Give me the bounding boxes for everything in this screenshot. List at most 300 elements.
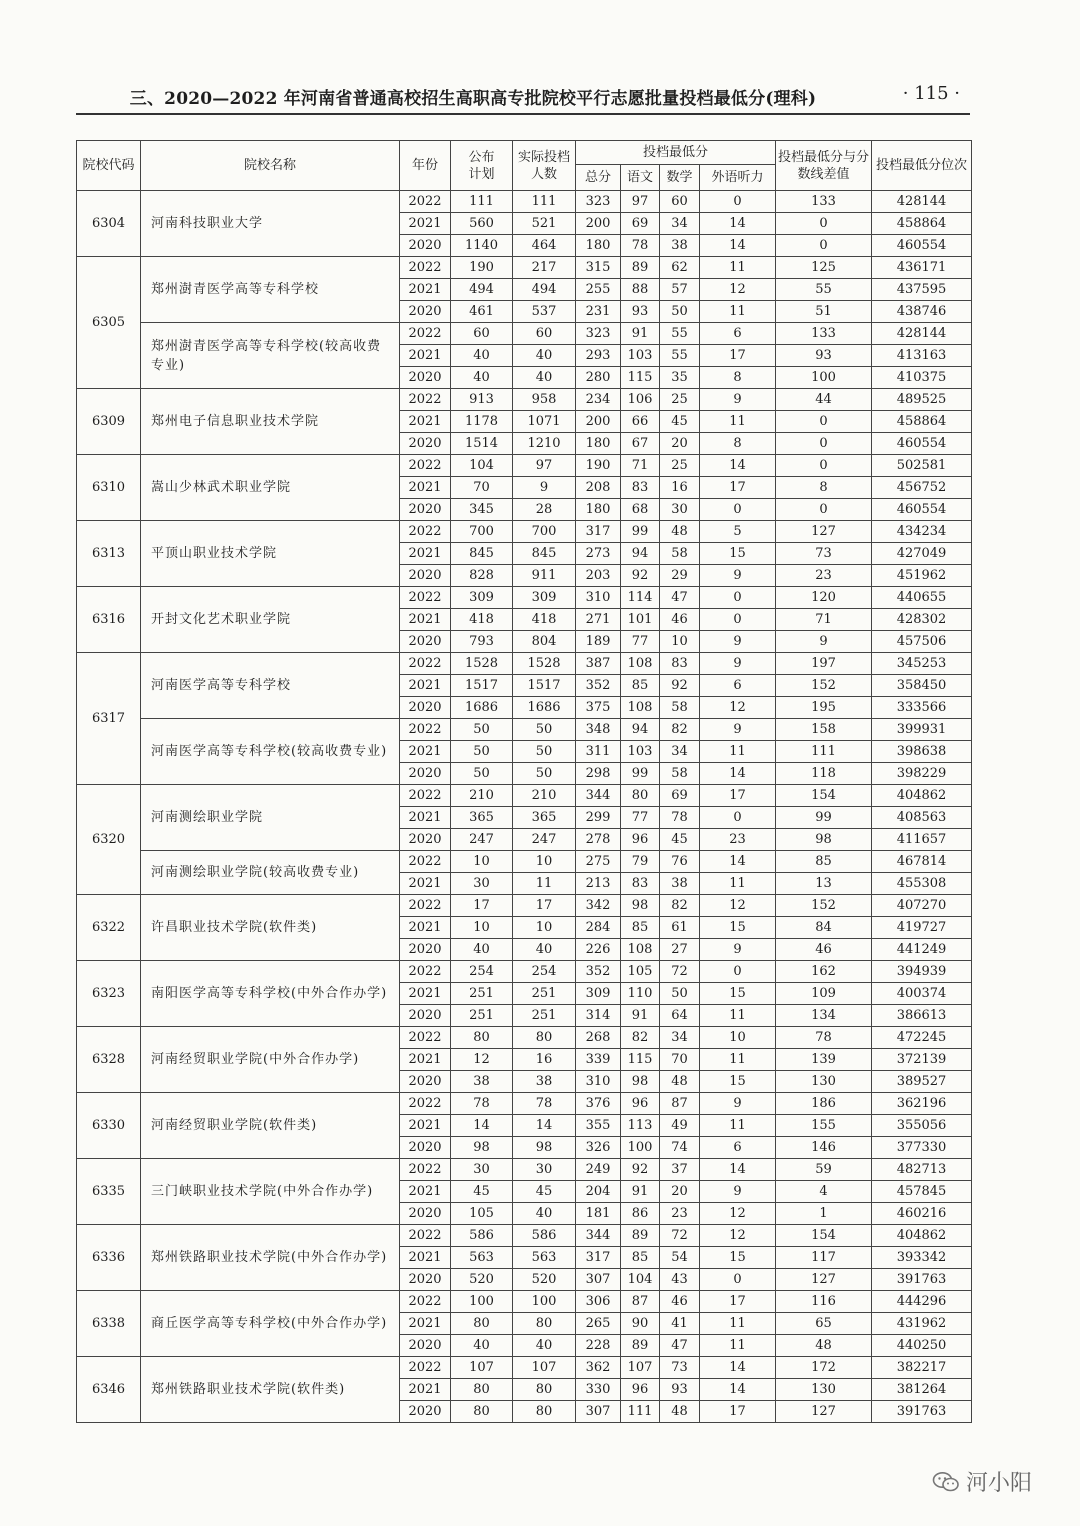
table-row [77,851,972,873]
cell-diff: 0 [776,455,872,477]
cell-year: 2022 [400,587,451,609]
cell-plan: 254 [451,961,513,983]
cell-rank: 377330 [872,1137,972,1159]
cell-diff: 133 [776,323,872,345]
cell-diff: 48 [776,1335,872,1357]
cell-math: 72 [660,961,700,983]
school-name: 郑州电子信息职业技术学院 [141,389,400,455]
table-header [77,141,972,191]
cell-total: 375 [576,697,621,719]
cell-diff: 139 [776,1049,872,1071]
cell-year: 2020 [400,301,451,323]
cell-total: 255 [576,279,621,301]
cell-listening: 8 [700,433,776,455]
header-diff: 投档最低分与分数线差值 [776,141,872,191]
cell-chinese: 99 [621,763,660,785]
cell-listening: 9 [700,389,776,411]
cell-total: 306 [576,1291,621,1313]
cell-total: 323 [576,191,621,213]
wechat-icon [932,1471,960,1493]
school-name: 商丘医学高等专科学校(中外合作办学) [141,1291,400,1357]
cell-listening: 14 [700,1379,776,1401]
cell-math: 70 [660,1049,700,1071]
header-rule [76,113,970,115]
cell-total: 376 [576,1093,621,1115]
cell-chinese: 108 [621,653,660,675]
table-row [77,653,972,675]
cell-plan: 104 [451,455,513,477]
cell-plan: 40 [451,939,513,961]
cell-listening: 12 [700,1203,776,1225]
cell-total: 344 [576,1225,621,1247]
cell-plan: 30 [451,1159,513,1181]
cell-plan: 461 [451,301,513,323]
cell-plan: 17 [451,895,513,917]
cell-actual: 418 [513,609,576,631]
school-name: 河南测绘职业学院(较高收费专业) [141,851,400,895]
cell-math: 41 [660,1313,700,1335]
cell-total: 323 [576,323,621,345]
table-row [77,455,972,477]
cell-listening: 8 [700,367,776,389]
cell-total: 293 [576,345,621,367]
cell-plan: 40 [451,367,513,389]
cell-diff: 99 [776,807,872,829]
cell-actual: 28 [513,499,576,521]
cell-actual: 40 [513,345,576,367]
cell-year: 2020 [400,1335,451,1357]
cell-diff: 130 [776,1071,872,1093]
cell-diff: 172 [776,1357,872,1379]
cell-total: 204 [576,1181,621,1203]
school-name: 河南经贸职业学院(软件类) [141,1093,400,1159]
cell-year: 2021 [400,609,451,631]
cell-actual: 45 [513,1181,576,1203]
cell-year: 2021 [400,1181,451,1203]
cell-total: 348 [576,719,621,741]
cell-listening: 9 [700,565,776,587]
cell-diff: 111 [776,741,872,763]
cell-diff: 134 [776,1005,872,1027]
cell-chinese: 108 [621,939,660,961]
cell-total: 180 [576,235,621,257]
cell-actual: 911 [513,565,576,587]
cell-diff: 46 [776,939,872,961]
cell-plan: 700 [451,521,513,543]
cell-actual: 40 [513,1203,576,1225]
school-name: 河南测绘职业学院 [141,785,400,851]
cell-diff: 23 [776,565,872,587]
cell-chinese: 100 [621,1137,660,1159]
cell-year: 2022 [400,851,451,873]
cell-chinese: 91 [621,1005,660,1027]
cell-diff: 51 [776,301,872,323]
cell-listening: 15 [700,983,776,1005]
cell-chinese: 97 [621,191,660,213]
cell-math: 62 [660,257,700,279]
cell-plan: 50 [451,719,513,741]
school-code: 6304 [77,191,141,257]
cell-math: 74 [660,1137,700,1159]
cell-chinese: 106 [621,389,660,411]
school-name: 河南医学高等专科学校 [141,653,400,719]
cell-math: 38 [660,873,700,895]
cell-chinese: 77 [621,807,660,829]
cell-actual: 700 [513,521,576,543]
cell-plan: 345 [451,499,513,521]
cell-rank: 489525 [872,389,972,411]
cell-listening: 14 [700,851,776,873]
cell-rank: 460216 [872,1203,972,1225]
cell-rank: 428144 [872,323,972,345]
cell-math: 58 [660,697,700,719]
cell-chinese: 111 [621,1401,660,1423]
table-row [77,1159,972,1181]
cell-total: 208 [576,477,621,499]
cell-math: 20 [660,1181,700,1203]
page-number: · 115 · [902,83,960,104]
cell-diff: 84 [776,917,872,939]
cell-total: 352 [576,675,621,697]
cell-listening: 15 [700,917,776,939]
cell-plan: 1686 [451,697,513,719]
cell-math: 30 [660,499,700,521]
cell-math: 72 [660,1225,700,1247]
cell-diff: 0 [776,411,872,433]
cell-rank: 386613 [872,1005,972,1027]
cell-listening: 6 [700,675,776,697]
header-plan: 公布计划 [451,141,513,191]
cell-actual: 804 [513,631,576,653]
cell-math: 58 [660,543,700,565]
cell-rank: 441249 [872,939,972,961]
cell-diff: 0 [776,433,872,455]
cell-total: 362 [576,1357,621,1379]
cell-total: 180 [576,499,621,521]
cell-math: 50 [660,301,700,323]
cell-rank: 333566 [872,697,972,719]
table-row [77,895,972,917]
cell-total: 352 [576,961,621,983]
cell-total: 317 [576,1247,621,1269]
cell-plan: 251 [451,1005,513,1027]
cell-year: 2022 [400,1093,451,1115]
cell-diff: 146 [776,1137,872,1159]
cell-actual: 217 [513,257,576,279]
cell-plan: 793 [451,631,513,653]
cell-actual: 98 [513,1137,576,1159]
school-name: 郑州澍青医学高等专科学校 [141,257,400,323]
cell-actual: 1686 [513,697,576,719]
cell-year: 2020 [400,499,451,521]
cell-plan: 98 [451,1137,513,1159]
cell-actual: 111 [513,191,576,213]
cell-year: 2022 [400,1357,451,1379]
cell-actual: 10 [513,851,576,873]
cell-plan: 828 [451,565,513,587]
cell-chinese: 105 [621,961,660,983]
cell-total: 226 [576,939,621,961]
cell-diff: 186 [776,1093,872,1115]
cell-rank: 438746 [872,301,972,323]
cell-math: 48 [660,1071,700,1093]
header-actual: 实际投档人数 [513,141,576,191]
cell-year: 2020 [400,1269,451,1291]
cell-diff: 127 [776,521,872,543]
cell-plan: 80 [451,1379,513,1401]
cell-listening: 0 [700,961,776,983]
cell-plan: 1178 [451,411,513,433]
cell-plan: 10 [451,851,513,873]
cell-total: 203 [576,565,621,587]
cell-listening: 11 [700,301,776,323]
cell-math: 48 [660,521,700,543]
cell-rank: 413163 [872,345,972,367]
cell-diff: 71 [776,609,872,631]
cell-plan: 40 [451,1335,513,1357]
cell-plan: 70 [451,477,513,499]
header-listening: 外语听力 [700,165,776,191]
cell-listening: 11 [700,411,776,433]
cell-chinese: 71 [621,455,660,477]
cell-listening: 14 [700,235,776,257]
cell-year: 2020 [400,367,451,389]
cell-diff: 117 [776,1247,872,1269]
cell-chinese: 103 [621,345,660,367]
cell-rank: 400374 [872,983,972,1005]
cell-chinese: 92 [621,565,660,587]
cell-total: 315 [576,257,621,279]
cell-actual: 14 [513,1115,576,1137]
cell-diff: 152 [776,895,872,917]
cell-chinese: 82 [621,1027,660,1049]
cell-plan: 12 [451,1049,513,1071]
cell-math: 45 [660,829,700,851]
cell-chinese: 86 [621,1203,660,1225]
cell-total: 307 [576,1401,621,1423]
cell-diff: 162 [776,961,872,983]
cell-year: 2021 [400,1115,451,1137]
cell-actual: 251 [513,983,576,1005]
cell-diff: 93 [776,345,872,367]
cell-year: 2021 [400,411,451,433]
cell-chinese: 80 [621,785,660,807]
cell-chinese: 87 [621,1291,660,1313]
cell-rank: 411657 [872,829,972,851]
cell-math: 25 [660,455,700,477]
cell-math: 61 [660,917,700,939]
cell-year: 2020 [400,939,451,961]
cell-listening: 12 [700,1225,776,1247]
cell-actual: 50 [513,719,576,741]
cell-math: 23 [660,1203,700,1225]
brand-label: 河小阳 [966,1471,1033,1496]
cell-rank: 502581 [872,455,972,477]
table-row [77,961,972,983]
cell-chinese: 68 [621,499,660,521]
school-code: 6320 [77,785,141,895]
cell-plan: 418 [451,609,513,631]
cell-chinese: 98 [621,895,660,917]
cell-plan: 1140 [451,235,513,257]
table-row [77,1357,972,1379]
cell-year: 2022 [400,961,451,983]
cell-rank: 408563 [872,807,972,829]
cell-actual: 80 [513,1401,576,1423]
cell-total: 342 [576,895,621,917]
cell-listening: 17 [700,477,776,499]
cell-rank: 372139 [872,1049,972,1071]
school-name: 南阳医学高等专科学校(中外合作办学) [141,961,400,1027]
cell-actual: 365 [513,807,576,829]
cell-actual: 254 [513,961,576,983]
cell-chinese: 98 [621,1071,660,1093]
cell-total: 355 [576,1115,621,1137]
cell-total: 189 [576,631,621,653]
cell-chinese: 103 [621,741,660,763]
cell-listening: 17 [700,785,776,807]
cell-listening: 12 [700,697,776,719]
table-row [77,191,972,213]
school-code: 6328 [77,1027,141,1093]
cell-chinese: 107 [621,1357,660,1379]
cell-diff: 59 [776,1159,872,1181]
cell-rank: 460554 [872,235,972,257]
cell-math: 46 [660,609,700,631]
cell-diff: 55 [776,279,872,301]
cell-plan: 10 [451,917,513,939]
cell-diff: 73 [776,543,872,565]
cell-math: 34 [660,1027,700,1049]
cell-plan: 494 [451,279,513,301]
cell-actual: 40 [513,1335,576,1357]
cell-actual: 537 [513,301,576,323]
cell-year: 2020 [400,1137,451,1159]
cell-math: 50 [660,983,700,1005]
cell-chinese: 91 [621,1181,660,1203]
header-year: 年份 [400,141,451,191]
cell-actual: 1071 [513,411,576,433]
cell-year: 2021 [400,873,451,895]
cell-listening: 0 [700,499,776,521]
cell-rank: 467814 [872,851,972,873]
cell-listening: 9 [700,631,776,653]
cell-total: 284 [576,917,621,939]
cell-year: 2020 [400,565,451,587]
cell-year: 2020 [400,1203,451,1225]
cell-diff: 98 [776,829,872,851]
cell-listening: 17 [700,345,776,367]
cell-rank: 457845 [872,1181,972,1203]
cell-diff: 78 [776,1027,872,1049]
cell-diff: 13 [776,873,872,895]
cell-chinese: 110 [621,983,660,1005]
school-name: 开封文化艺术职业学院 [141,587,400,653]
cell-plan: 586 [451,1225,513,1247]
cell-total: 310 [576,587,621,609]
cell-math: 45 [660,411,700,433]
cell-math: 49 [660,1115,700,1137]
cell-plan: 210 [451,785,513,807]
cell-listening: 17 [700,1401,776,1423]
cell-actual: 10 [513,917,576,939]
cell-plan: 78 [451,1093,513,1115]
cell-diff: 127 [776,1401,872,1423]
cell-actual: 958 [513,389,576,411]
cell-total: 231 [576,301,621,323]
cell-year: 2020 [400,763,451,785]
cell-listening: 5 [700,521,776,543]
cell-plan: 50 [451,763,513,785]
header-total: 总分 [576,165,621,191]
table-body [77,191,972,1423]
cell-plan: 45 [451,1181,513,1203]
cell-listening: 23 [700,829,776,851]
cell-rank: 458864 [872,411,972,433]
cell-chinese: 83 [621,477,660,499]
cell-actual: 464 [513,235,576,257]
cell-math: 82 [660,719,700,741]
cell-listening: 14 [700,455,776,477]
cell-actual: 38 [513,1071,576,1093]
cell-math: 29 [660,565,700,587]
cell-diff: 197 [776,653,872,675]
cell-actual: 40 [513,367,576,389]
cell-actual: 9 [513,477,576,499]
cell-actual: 50 [513,763,576,785]
cell-listening: 14 [700,763,776,785]
cell-actual: 40 [513,939,576,961]
school-name: 三门峡职业技术学院(中外合作办学) [141,1159,400,1225]
cell-math: 82 [660,895,700,917]
cell-listening: 6 [700,323,776,345]
header-code: 院校代码 [77,141,141,191]
cell-listening: 6 [700,1137,776,1159]
school-name: 嵩山少林武术职业学院 [141,455,400,521]
school-name: 许昌职业技术学院(软件类) [141,895,400,961]
cell-listening: 0 [700,191,776,213]
cell-listening: 9 [700,653,776,675]
cell-plan: 190 [451,257,513,279]
cell-diff: 118 [776,763,872,785]
cell-rank: 434234 [872,521,972,543]
cell-rank: 410375 [872,367,972,389]
cell-year: 2020 [400,1071,451,1093]
cell-listening: 15 [700,543,776,565]
cell-year: 2022 [400,455,451,477]
cell-plan: 560 [451,213,513,235]
cell-total: 190 [576,455,621,477]
cell-total: 280 [576,367,621,389]
cell-rank: 440250 [872,1335,972,1357]
cell-year: 2022 [400,1225,451,1247]
cell-math: 34 [660,741,700,763]
cell-year: 2022 [400,1291,451,1313]
cell-year: 2022 [400,1159,451,1181]
cell-chinese: 85 [621,917,660,939]
cell-listening: 9 [700,1181,776,1203]
cell-rank: 391763 [872,1269,972,1291]
cell-math: 48 [660,1401,700,1423]
cell-math: 69 [660,785,700,807]
cell-plan: 105 [451,1203,513,1225]
cell-actual: 80 [513,1379,576,1401]
cell-plan: 40 [451,345,513,367]
cell-math: 43 [660,1269,700,1291]
cell-listening: 17 [700,1291,776,1313]
cell-actual: 309 [513,587,576,609]
cell-plan: 845 [451,543,513,565]
